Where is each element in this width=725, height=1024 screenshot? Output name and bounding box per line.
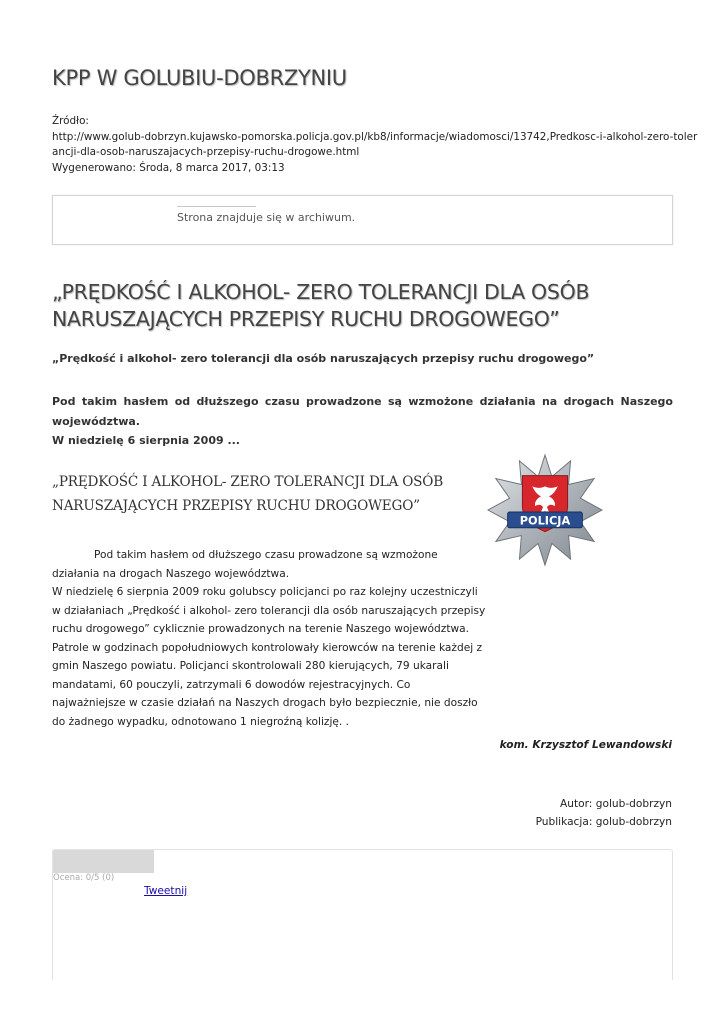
source-url-line-1[interactable]: http://www.golub-dobrzyn.kujawsko-pomorska.policja.gov.pl/kb8/informacje/wiadomosci/13742,Predkosc-i-alkohol-zero-toler [52,130,698,143]
inner-title-line: „PRĘDKOŚĆ I ALKOHOL- ZERO TOLERANCJI DLA OSÓB [52,474,443,490]
archive-notice-box [52,195,673,245]
archive-divider [177,206,256,207]
article-lead: „Prędkość i alkohol- zero tolerancji dla osób naruszających przepisy ruchu drogowego” [52,352,595,365]
publication-label: Publikacja: golub-dobrzyn [535,816,672,828]
intro-paragraph: Pod takim hasłem od dłuższego czasu prowadzone są wzmożone działania na drogach Naszego województwa. [52,395,673,428]
site-title: KPP W GOLUBIU-DOBRZYNIU [52,66,347,90]
author-signature: kom. Krzysztof Lewandowski [499,739,672,751]
rating-stars[interactable] [53,850,154,873]
tweet-link[interactable]: Tweetnij [144,885,188,897]
intro-paragraph: W niedzielę 6 sierpnia 2009 ... [52,434,240,447]
inner-title-line: NARUSZAJĄCYCH PRZEPISY RUCHU DROGOWEGO” [52,498,420,514]
article-meta [536,795,672,831]
archive-notice: Strona znajduje się w archiwum. [177,211,356,224]
rating-panel [52,849,673,980]
source-label: Źródło: [52,115,89,127]
logo-text: POLICJA [519,514,571,528]
article-body [52,546,487,731]
body-paragraph: W niedzielę 6 sierpnia 2009 roku golubscy policjanci po raz kolejny uczestniczyli w działaniach „Prędkość i alkohol- zero tolerancji dla osób naruszających przepisy ruchu drogowego” cyklicznie prowadzonych na terenie Naszego województwa. Patrole w godzinach popołudniowych kontrolowały kierowców na terenie każdej z gmin Naszego powiatu. Policjanci skontrolowali 280 kierujących, 79 ukarali mandatami, 60 pouczyli, zatrzymali 6 dowodów rejestracyjnych. Co najważniejsze w czasie działań na Naszych drogach było bezpiecznie, nie doszło do żadnego wypadku, odnotowano 1 niegroźną kolizję. . [52,586,486,728]
author-label: Autor: golub-dobrzyn [560,798,672,810]
article-intro [52,392,673,451]
body-paragraph: Pod takim hasłem od dłuższego czasu prowadzone są wzmożone działania na drogach Naszego województwa. [52,549,438,580]
police-star-logo [486,453,604,569]
rating-label: Ocena: 0/5 (0) [53,873,115,883]
article-title: „PRĘDKOŚĆ I ALKOHOL- ZERO TOLERANCJI DLA OSÓB NARUSZAJĄCYCH PRZEPISY RUCHU DROGOWEGO” [52,280,590,331]
generated-date: Wygenerowano: Środa, 8 marca 2017, 03:13 [52,161,285,174]
source-url-line-2[interactable]: ancji-dla-osob-naruszajacych-przepisy-ruchu-drogowe.html [52,146,360,158]
inner-title [52,470,443,518]
source-info [52,114,698,176]
